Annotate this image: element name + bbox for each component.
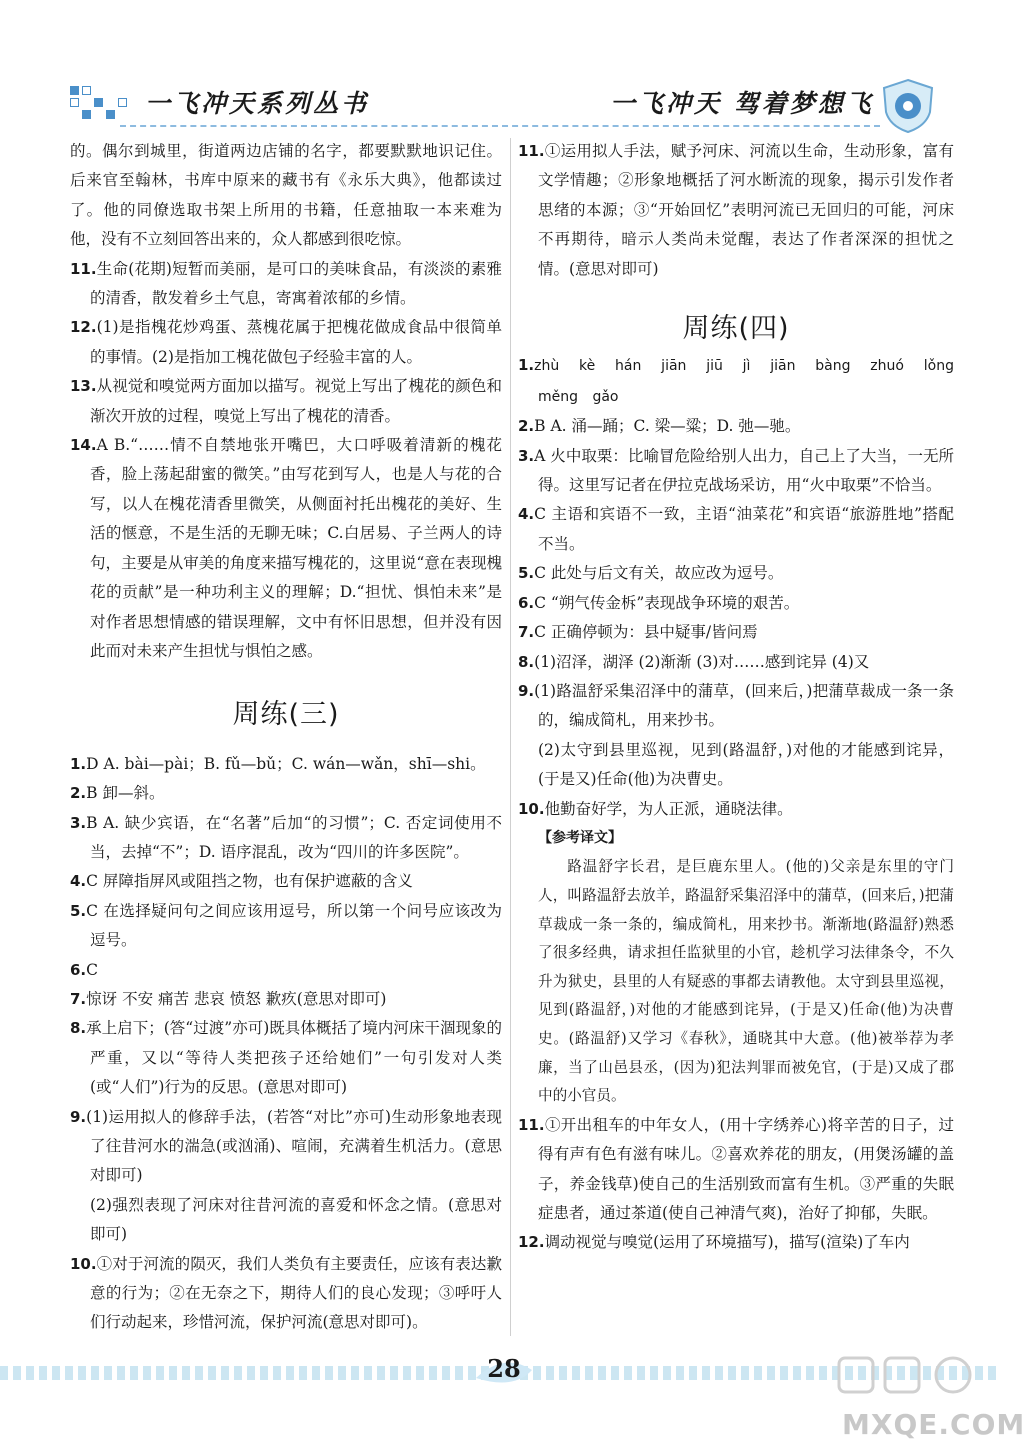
page-header (0, 0, 1000, 135)
answer-subitem: (2)太守到县里巡视，见到(路温舒，)对他的才能感到诧异，(于是又)任命(他)为决曹史。 (538, 740, 954, 789)
page-number: 28 (487, 1354, 521, 1383)
right-column (518, 137, 954, 1258)
answer-item: 5.C 此处与后文有关，故应改为逗号。 (518, 564, 784, 583)
answer-item: 13.从视觉和嗅觉两方面加以描写。视觉上写出了槐花的颜色和渐次开放的过程，嗅觉上写出了槐花的清香。 (70, 377, 502, 425)
answer-item: 8.(1)沼泽，湖泽 (2)渐渐 (3)对……感到诧异 (4)又 (518, 652, 870, 671)
answer-item: 4.C 屏障指屏风或阻挡之物，也有保护遮蔽的含义 (70, 872, 413, 891)
answer-item: 7.惊讶 不安 痛苦 悲哀 愤怒 歉疚(意思对即可) (70, 989, 387, 1008)
slogan: 一飞冲天 驾着梦想飞 (610, 89, 874, 118)
answer-item: 6.C “朔气传金柝”表现战争环境的艰苦。 (518, 593, 800, 612)
section-title-week3: 周练(三) (232, 699, 340, 731)
answer-item: 3.B A. 缺少宾语，在“名著”后加“的习惯”；C. 否定词使用不当，去掉“不”；D. 语序混乱，改为“四川的许多医院”。 (70, 813, 502, 861)
answer-item: 6.C (70, 960, 99, 979)
header-dashed-line (120, 125, 880, 127)
answer-item: 1.D A. bài—pài；B. fǔ—bǔ；C. wán—wǎn，shī—shi。 (70, 754, 486, 773)
left-column (70, 137, 502, 1338)
answer-item: 12.(1)是指槐花炒鸡蛋、蒸槐花属于把槐花做成食品中很简单的事情。(2)是指加工槐花做包子经验丰富的人。 (70, 318, 502, 366)
answer-item: 4.C 主语和宾语不一致，主语“油菜花”和宾语“旅游胜地”搭配不当。 (518, 505, 954, 553)
answer-item: 11.①开出租车的中年女人，(用十字绣养心)将辛苦的日子，过得有声有色有滋有味儿。②喜欢养花的朋友，(用煲汤罐的盖子，养金钱草)使自己的生活别致而富有生机。③严重的失眠症患者，通过茶道(使自己神清气爽)，治好了抑郁，失眠。 (518, 1115, 954, 1222)
answer-item: 8.承上启下；(答“过渡”亦可)既具体概括了境内河床干涸现象的严重，又以“等待人类把孩子还给她们”一句引发对人类(或“人们”)行为的反思。(意思对即可) (70, 1019, 502, 1097)
series-title: 一飞冲天系列丛书 (145, 89, 370, 118)
watermark-logo-icon (835, 1352, 975, 1398)
answer-item: 7.C 正确停顿为：县中疑事/皆问焉 (518, 623, 758, 642)
answer-item: 9.(1)运用拟人的修辞手法，(若答“对比”亦可)生动形象地表现了往昔河水的湍急(或汹涌)、喧闹，充满着生机活力。(意思对即可) (70, 1107, 502, 1185)
answer-item: 3.A 火中取栗：比喻冒危险给别人出力，自己上了大当，一无所得。这里写记者在伊拉克战场采访，用“火中取栗”不恰当。 (518, 446, 954, 495)
answers-group-a (70, 255, 502, 667)
answers-group-b (70, 750, 502, 1338)
answer-item: 10.①对于河流的陨灭，我们人类负有主要责任，应该有表达歉意的行为；②在无奈之下，期待人们的良心发现；③呼吁人们行动起来，珍惜河流，保护河流(意思对即可)。 (70, 1254, 502, 1332)
answer-item-pinyin: 1.zhù kè hán jiān jiū jì jiān bàng zhuó lǒng měng gǎo (518, 356, 954, 405)
answer-subitem: (2)强烈表现了河床对往昔河流的喜爱和怀念之情。(意思对即可) (90, 1195, 502, 1244)
answer-item: 11.①运用拟人手法，赋予河床、河流以生命，生动形象，富有文学情趣；②形象地概括了河水断流的现象，揭示引发作者思绪的本源；③“开始回忆”表明河流已无回归的可能，河床不再期待，暗示人类尚未觉醒，表达了作者深深的担忧之情。(意思对即可) (518, 142, 954, 278)
answer-item: 2.B 卸—斜。 (70, 784, 165, 803)
header-decoration (70, 86, 130, 126)
watermark-url: MXQE.COM (842, 1408, 1025, 1441)
answer-item: 11.生命(花期)短暂而美丽，是可口的美味食品，有淡淡的素雅的清香，散发着乡土气息，寄寓着浓郁的乡情。 (70, 259, 502, 308)
answer-item: 12.调动视觉与嗅觉(运用了环境描写)，描写(渲染)了车内 (518, 1233, 910, 1252)
shield-logo-icon (880, 78, 936, 134)
answer-item: 2.B A. 涌—踊；C. 梁—粱；D. 弛—驰。 (518, 417, 801, 436)
section-title-week4: 周练(四) (682, 313, 790, 345)
column-divider (510, 138, 511, 1336)
answer-item: 10.他勤奋好学，为人正派，通晓法律。 (518, 799, 793, 818)
reference-translation-title: 【参考译文】 (538, 829, 622, 846)
page-number-badge (474, 1350, 534, 1390)
answer-item: 14.A B.“……情不自禁地张开嘴巴，大口呼吸着清新的槐花香，脸上荡起甜蜜的微笑。”由写花到写人，也是人与花的合写，以人在槐花清香里微笑，从侧面衬托出槐花的美好、生活的惬意，不是生活的无聊无味；C.白居易、子兰两人的诗句，主要是从审美的角度来描写槐花的，这里说“意在表现槐花的贡献”是一种功利主义的理解；D.“担忧、惧怕未来”是对作者思想情感的错误理解，文中有怀旧思想，但并没有因此而对未来产生担忧与惧怕之感。 (70, 436, 502, 660)
answer-item: 9.(1)路温舒采集沼泽中的蒲草，(回来后，)把蒲草裁成一条一条的，编成简札，用来抄书。 (518, 681, 954, 730)
reference-translation-text: 路温舒字长君，是巨鹿东里人。(他的)父亲是东里的守门人，叫路温舒去放羊，路温舒采集沼泽中的蒲草，(回来后，)把蒲草裁成一条一条的，编成简札，用来抄书。渐渐地(路温舒)熟悉了很多经典，请求担任监狱里的小官，趁机学习法律条令，不久升为狱史，县里的人有疑惑的事都去请教他。太守到县里巡视，见到(路温舒，)对他的才能感到诧异，(于是又)任命(他)为决曹史。(路温舒)又学习《春秋》，通晓其中大意。(他)被举荐为孝廉，当了山邑县丞，(因为)犯法判罪而被免官，(于是)又成了郡中的小官员。 (538, 858, 954, 1105)
continued-translation: 的。偶尔到城里，街道两边店铺的名字，都要默默地识记住。后来官至翰林，书库中原来的藏书有《永乐大典》，他都读过了。他的同僚选取书架上所用的书籍，任意抽取一本来难为他，没有不立刻回答出来的，众人都感到很吃惊。 (70, 142, 502, 249)
page-footer (0, 1340, 1025, 1455)
answer-item: 5.C 在选择疑问句之间应该用逗号，所以第一个问号应该改为逗号。 (70, 901, 502, 950)
